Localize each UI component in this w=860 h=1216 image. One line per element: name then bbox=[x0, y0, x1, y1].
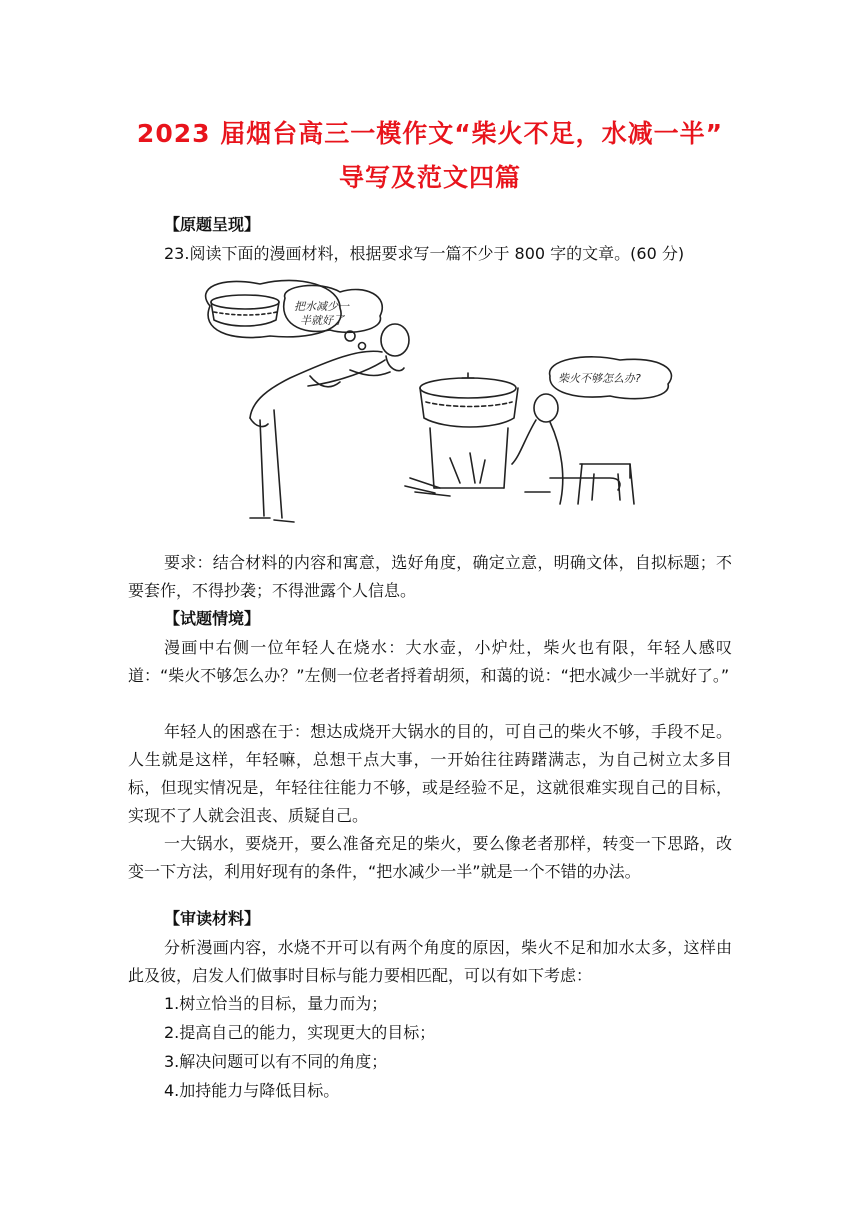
context-paragraph-2: 年轻人的困惑在于：想达成烧开大锅水的目的，可自己的柴火不够，手段不足。人生就是这样，年轻嘛，总想干点大事，一开始往往踌躇满志，为自己树立太多目标，但现实情况是，年轻往往能力不够，或是经验不足，这就很难实现自己的目标，实现不了人就会沮丧、质疑自己。 bbox=[128, 722, 732, 825]
elder-bubble-text-line2: 半就好了 bbox=[300, 314, 344, 327]
prompt-text: 23.阅读下面的漫画材料，根据要求写一篇不少于 800 字的文章。(60 分) bbox=[164, 244, 685, 263]
analysis-intro: 分析漫画内容，水烧不开可以有两个角度的原因，柴火不足和加水太多，这样由此及彼，启发人们做事时目标与能力要相匹配，可以有如下考虑： bbox=[128, 938, 732, 985]
analysis-point-3: 3.解决问题可以有不同的角度； bbox=[164, 1052, 388, 1071]
requirement-text: 要求：结合材料的内容和寓意，选好角度，确定立意，明确文体，自拟标题；不要套作，不得抄袭；不得泄露个人信息。 bbox=[128, 553, 732, 600]
cartoon-illustration bbox=[190, 278, 720, 530]
document-title-line2: 导写及范文四篇 bbox=[338, 163, 521, 192]
analysis-point-4: 4.加持能力与降低目标。 bbox=[164, 1081, 340, 1100]
section-heading-context: 【试题情境】 bbox=[164, 609, 261, 628]
document-title-line1: 2023 届烟台高三一模作文“柴火不足，水减一半” bbox=[136, 119, 724, 148]
context-paragraph-1: 漫画中右侧一位年轻人在烧水：大水壶，小炉灶，柴火也有限，年轻人感叹道：“柴火不够怎么办？”左侧一位老者捋着胡须，和蔼的说：“把水减少一半就好了。” bbox=[128, 638, 732, 685]
elder-figure bbox=[250, 324, 409, 522]
analysis-point-2: 2.提高自己的能力，实现更大的目标； bbox=[164, 1023, 436, 1042]
section-heading-original: 【原题呈现】 bbox=[164, 215, 261, 234]
youth-bubble-text: 柴火不够怎么办? bbox=[558, 372, 641, 385]
elder-bubble-text-line1: 把水减少一 bbox=[294, 300, 349, 313]
analysis-point-1: 1.树立恰当的目标，量力而为； bbox=[164, 994, 388, 1013]
pot-and-stove bbox=[405, 373, 518, 496]
context-paragraph-3: 一大锅水，要烧开，要么准备充足的柴火，要么像老者那样，转变一下思路，改变一下方法，利用好现有的条件，“把水减少一半”就是一个不错的办法。 bbox=[128, 834, 732, 881]
section-heading-analysis: 【审读材料】 bbox=[164, 909, 261, 928]
